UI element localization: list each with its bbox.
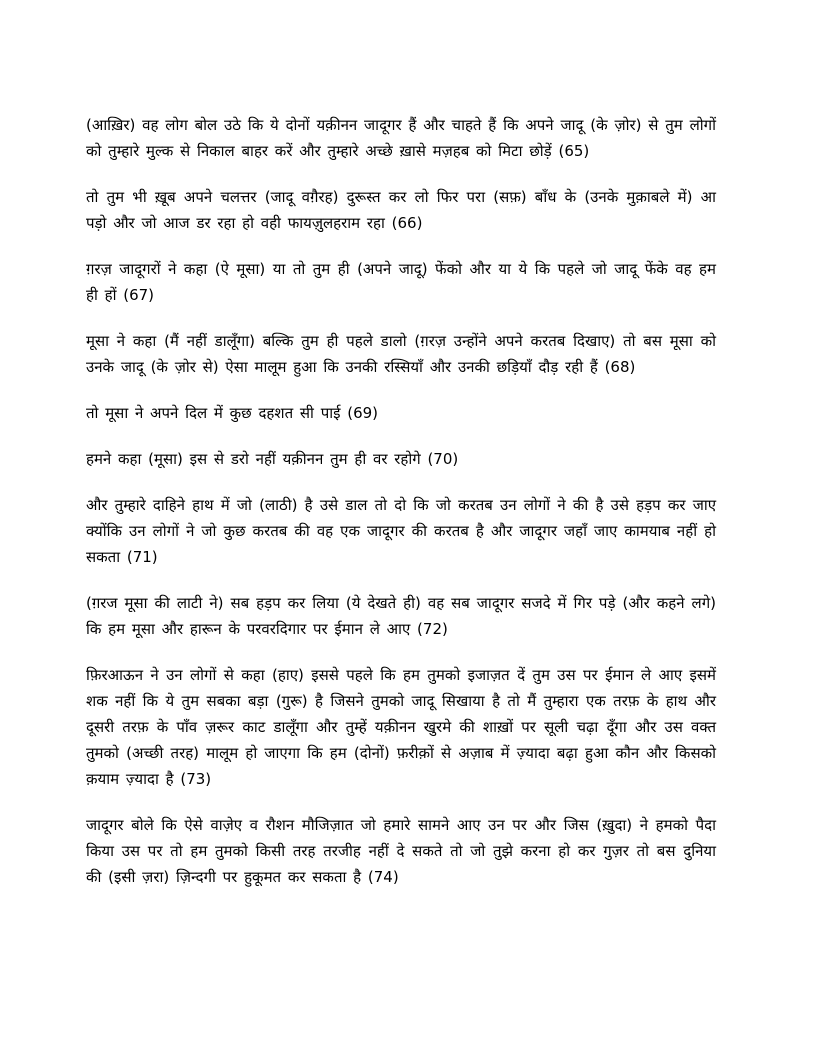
- verse-70: हमने कहा (मूसा) इस से डरो नहीं यक़ीनन तुम ही वर रहोगे (70): [86, 450, 459, 468]
- verse-65: (आख़िर) वह लोग बोल उठे कि ये दोनों यक़ीनन जादूगर हैं और चाहते हैं कि अपने जादू (के ज़ोर) से तुम लोगों को तुम्हारे मुल्क से निकाल बाहर करें और तुम्हारे अच्छे ख़ासे मज़हब को मिटा छोड़ें (65): [86, 116, 716, 160]
- verse-72: (ग़रज मूसा की लाटी ने) सब हड़प कर लिया (ये देखते ही) वह सब जादूगर सजदे में गिर पड़े (और कहने लगे) कि हम मूसा और हारून के परवरदिगार पर ईमान ले आए (72): [86, 594, 716, 638]
- verse-71: और तुम्हारे दाहिने हाथ में जो (लाठी) है उसे डाल तो दो कि जो करतब उन लोगों ने की है उसे हड़प कर जाए क्योंकि उन लोगों ने जो कुछ करतब की वह एक जादूगर की करतब है और जादूगर जहाँ जाए कामयाब नहीं हो सकता (71): [86, 496, 716, 566]
- verse-69: तो मूसा ने अपने दिल में कुछ दहशत सी पाई (69): [86, 404, 379, 422]
- verse-73: फ़िरआऊन ने उन लोगों से कहा (हाए) इससे पहले कि हम तुमको इजाज़त दें तुम उस पर ईमान ले आए इसमें शक नहीं कि ये तुम सबका बड़ा (गुरू) है जिसने तुमको जादू सिखाया है तो मैं तुम्हारा एक तरफ़ के हाथ और दूसरी तरफ़ के पाँव ज़रूर काट डालूँगा और तुम्हें यक़ीनन खुरमे की शाख़ों पर सूली चढ़ा दूँगा और उस वक्त तुमको (अच्छी तरह) मालूम हो जाएगा कि हम (दोनों) फ़रीक़ों से अज़ाब में ज़्यादा बढ़ा हुआ कौन और किसको क़याम ज़्यादा है (73): [86, 666, 716, 788]
- verse-66: तो तुम भी ख़ूब अपने चलत्तर (जादू वग़ैरह) दुरूस्त कर लो फिर परा (सफ़) बाँध के (उनके मुक़ाबले में) आ पड़ो और जो आज डर रहा हो वही फायज़ुलहराम रहा (66): [86, 188, 716, 232]
- verse-74: जादूगर बोले कि ऐसे वाज़ेए व रौशन मौजिज़ात जो हमारे सामने आए उन पर और जिस (ख़ुदा) ने हमको पैदा किया उस पर तो हम तुमको किसी तरह तरजीह नहीं दे सकते तो जो तुझे करना हो कर गुज़र तो बस दुनिया की (इसी ज़रा) ज़िन्दगी पर हुकूमत कर सकता है (74): [86, 816, 716, 886]
- document-body: [86, 112, 716, 910]
- verse-68: मूसा ने कहा (मैं नहीं डालूँगा) बल्कि तुम ही पहले डालो (ग़रज़ उन्होंने अपने करतब दिखाए) तो बस मूसा को उनके जादू (के ज़ोर से) ऐसा मालूम हुआ कि उनकी रस्सियाँ और उनकी छड़ियाँ दौड़ रही हैं (68): [86, 332, 716, 376]
- verse-67: ग़रज़ जादूगरों ने कहा (ऐ मूसा) या तो तुम ही (अपने जादू) फेंको और या ये कि पहले जो जादू फेंके वह हम ही हों (67): [86, 260, 716, 304]
